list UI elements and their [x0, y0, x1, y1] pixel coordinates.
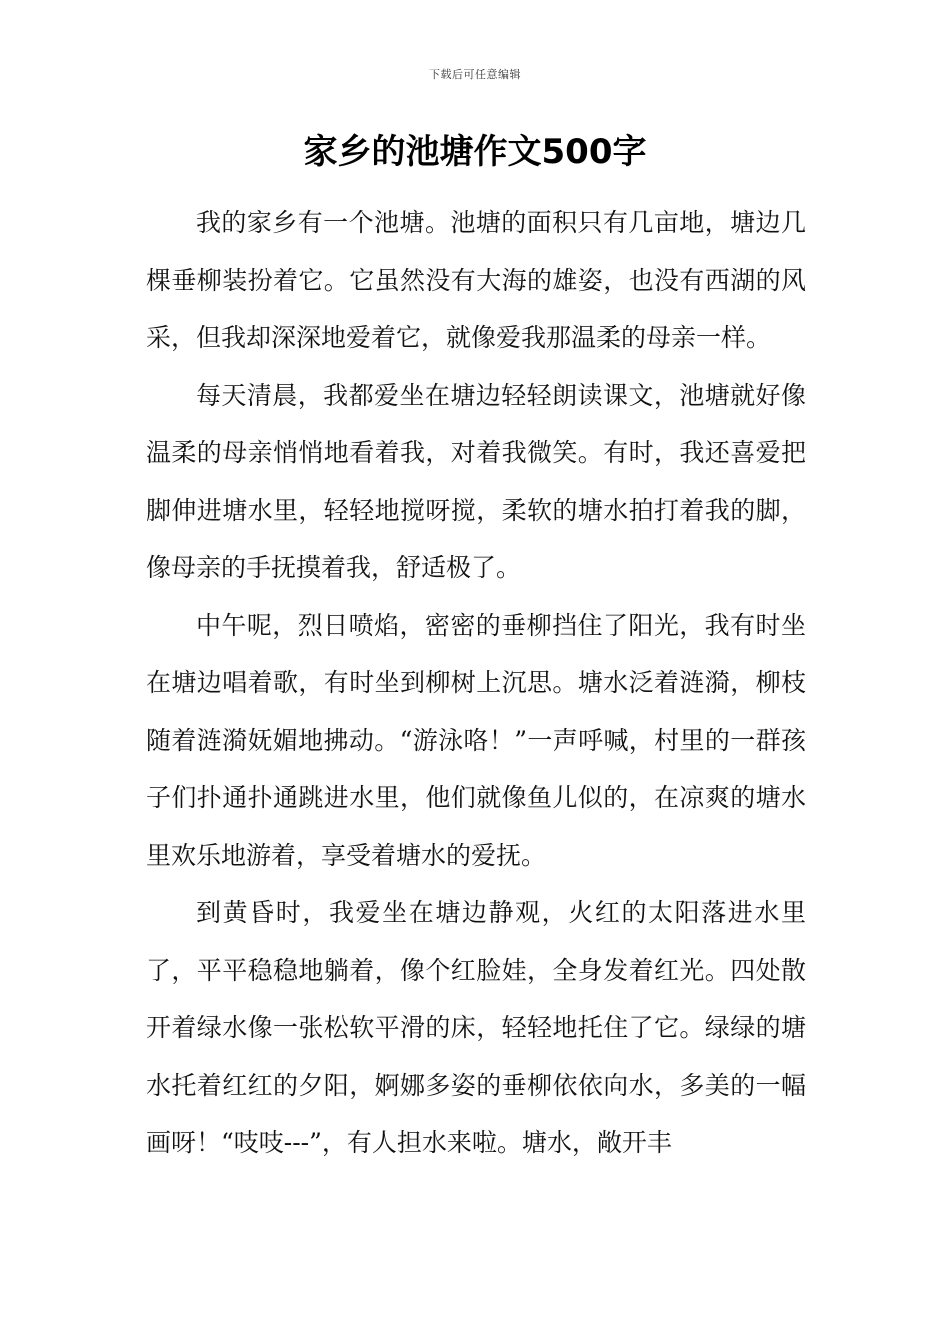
paragraph-2: 每天清晨，我都爱坐在塘边轻轻朗读课文，池塘就好像温柔的母亲悄悄地看着我，对着我微笑。有时，我还喜爱把脚伸进塘水里，轻轻地搅呀搅，柔软的塘水拍打着我的脚，像母亲的手抚摸着我，舒适极了。 — [146, 380, 806, 582]
paragraph-4: 到黄昏时，我爱坐在塘边静观，火红的太阳落进水里了，平平稳稳地躺着，像个红脸娃，全身发着红光。四处散开着绿水像一张松软平滑的床，轻轻地托住了它。绿绿的塘水托着红红的夕阳，婀娜多姿的垂柳依依向水，多美的一幅画呀！“吱吱---”，有人担水来啦。塘水，敞开丰 — [146, 898, 806, 1157]
header-note: 下载后可任意编辑 — [429, 68, 521, 81]
document-title: 家乡的池塘作文500字 — [303, 132, 647, 172]
document-body — [146, 194, 806, 1172]
paragraph-3: 中午呢，烈日喷焰，密密的垂柳挡住了阳光，我有时坐在塘边唱着歌，有时坐到柳树上沉思。塘水泛着涟漪，柳枝随着涟漪妩媚地拂动。“游泳咯！”一声呼喊，村里的一群孩子们扑通扑通跳进水里，他们就像鱼儿似的，在凉爽的塘水里欢乐地游着，享受着塘水的爱抚。 — [146, 610, 806, 870]
paragraph-1: 我的家乡有一个池塘。池塘的面积只有几亩地，塘边几棵垂柳装扮着它。它虽然没有大海的雄姿，也没有西湖的风采，但我却深深地爱着它，就像爱我那温柔的母亲一样。 — [146, 208, 806, 352]
